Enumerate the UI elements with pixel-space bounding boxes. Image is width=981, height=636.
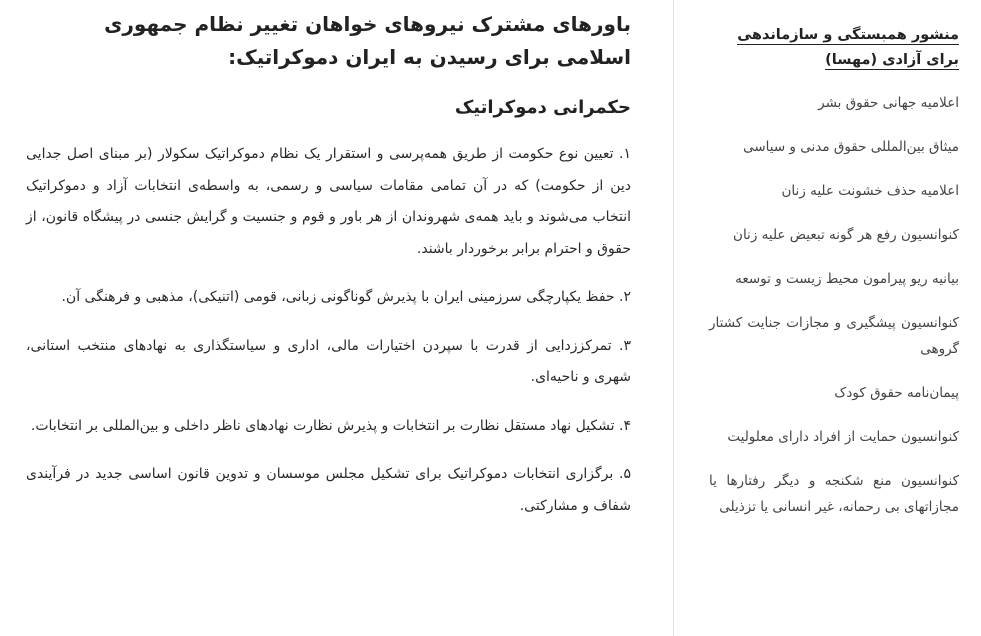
sidebar-item-cat[interactable]: کنوانسیون منع شکنجه و دیگر رفتارها یا مجازاتهای بی رحمانه، غیر انسانی یا تزذیلی	[709, 473, 959, 515]
sidebar-item-rio-declaration[interactable]: بیانیه ریو پیرامون محیط زیست و توسعه	[735, 271, 959, 287]
article	[26, 8, 631, 539]
section-heading: حکمرانی دموکراتیک	[454, 97, 631, 118]
sidebar-item-genocide-convention[interactable]: کنوانسیون پیشگیری و مجازات جنایت کشتار گروهی	[709, 315, 959, 357]
sidebar-title-wrap	[709, 22, 959, 72]
article-paragraph-5: ۵. برگزاری انتخابات دموکراتیک برای تشکیل مجلس موسسان و تدوین قانون اساسی جدید در فرآیندی شفاف و مشارکتی.	[26, 466, 631, 514]
article-paragraph-3: ۳. تمرکززدایی از قدرت با سپردن اختیارات مالی، اداری و سیاستگذاری به نهادهای منتخب استانی، شهری و ناحیه‌ای.	[26, 337, 631, 385]
sidebar-item-iccpr[interactable]: میثاق بین‌المللی حقوق مدنی و سیاسی	[743, 139, 959, 155]
sidebar	[709, 22, 959, 538]
article-paragraph-2: ۲. حفظ یکپارچگی سرزمینی ایران با پذیرش گوناگونی زبانی، قومی (اتنیکی)، مذهبی و فرهنگی آن.	[61, 289, 631, 305]
sidebar-item-crpd[interactable]: کنوانسیون حمایت از افراد دارای معلولیت	[727, 429, 959, 445]
sidebar-item-udhr[interactable]: اعلامیه جهانی حقوق بشر	[818, 95, 959, 111]
sidebar-item-devaw[interactable]: اعلامیه حذف خشونت علیه زنان	[781, 183, 959, 199]
column-divider	[673, 0, 674, 636]
sidebar-item-crc[interactable]: پیمان‌نامه حقوق کودک	[834, 385, 959, 401]
sidebar-title-link[interactable]: منشور همبستگی و سازماندهی برای آزادی (مهسا)	[737, 27, 959, 68]
article-paragraph-4: ۴. تشکیل نهاد مستقل نظارت بر انتخابات و پذیرش نظارت نهادهای ناظر داخلی و بین‌المللی بر انتخابات.	[30, 417, 631, 434]
article-title: باورهای مشترک نیروهای خواهان تغییر نظام جمهوری اسلامی برای رسیدن به ایران دموکراتیک:	[104, 12, 631, 69]
sidebar-list	[709, 90, 959, 520]
article-paragraph-1: ۱. تعیین نوع حکومت از طریق همه‌پرسی و استقرار یک نظام دموکراتیک سکولار (بر مبنای اصل جدایی دین از حکومت) که در آن تمامی مقامات سیاسی و رسمی، به واسطه‌ی انتخابات آزاد و دموکراتیک انتخاب می‌شوند و باید همه‌ی شهروندان از هر باور و قوم و جنسیت و گرایش جنسی در پیشگاه قانون، از حقوق و احترام برابر برخوردار باشند.	[26, 146, 631, 257]
sidebar-item-cedaw[interactable]: کنوانسیون رفع هر گونه تبعیض علیه زنان	[733, 227, 959, 243]
